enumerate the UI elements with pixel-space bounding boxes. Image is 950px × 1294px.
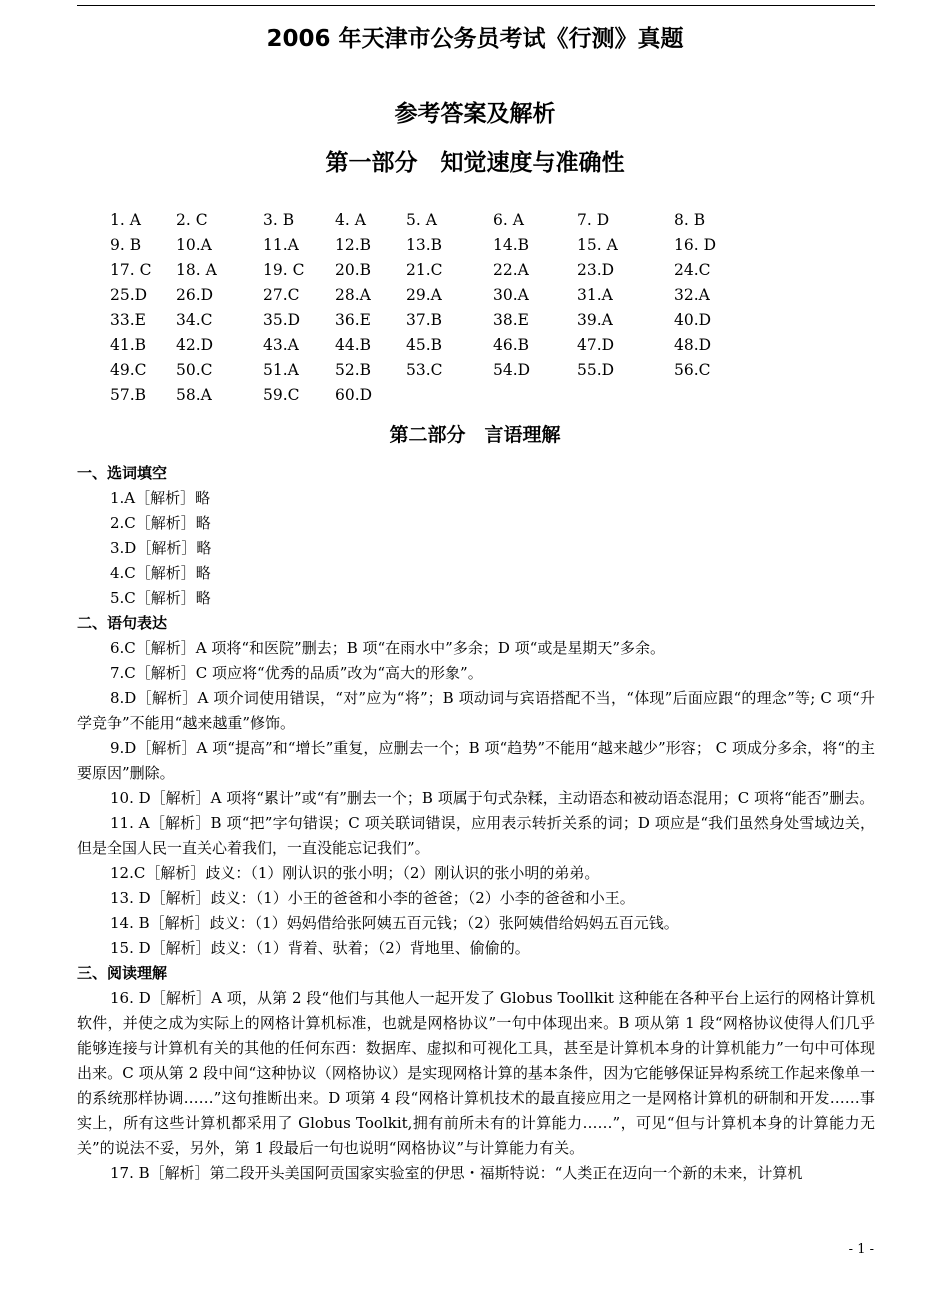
explanation-item: 11. A［解析］B 项“把”字句错误；C 项关联词错误，应用表示转折关系的词；D 项应是“我们虽然身处雪域边关，但是全国人民一直关心着我们，一直没能忘记我们”。 xyxy=(77,814,875,857)
page-number: - 1 - xyxy=(848,1242,874,1257)
answer-item: 14.B xyxy=(493,236,530,254)
answer-item: 51.A xyxy=(263,361,299,379)
subtitle: 参考答案及解析 xyxy=(394,101,556,127)
answer-item: 7. D xyxy=(577,211,610,229)
answer-item: 18. A xyxy=(176,261,217,279)
explanation-item: 15. D［解析］歧义：（1）背着、驮着；（2）背地里、偷偷的。 xyxy=(110,939,530,957)
answer-item: 21.C xyxy=(406,261,443,279)
explanation-item: 3.D［解析］略 xyxy=(110,539,212,557)
explanation-item: 7.C［解析］C 项应将“优秀的品质”改为“高大的形象”。 xyxy=(110,664,483,682)
answer-item: 4. A xyxy=(335,211,366,229)
answer-item: 45.B xyxy=(406,336,443,354)
answer-item: 1. A xyxy=(110,211,141,229)
answer-item: 22.A xyxy=(493,261,529,279)
answer-item: 33.E xyxy=(110,311,146,329)
answer-item: 28.A xyxy=(335,286,371,304)
answer-item: 41.B xyxy=(110,336,147,354)
answer-item: 35.D xyxy=(263,311,301,329)
answer-item: 8. B xyxy=(674,211,706,229)
explanation-item: 12.C［解析］歧义：（1）刚认识的张小明；（2）刚认识的张小明的弟弟。 xyxy=(110,864,600,882)
explanation-item: 2.C［解析］略 xyxy=(110,514,211,532)
explanation-item: 16. D［解析］A 项，从第 2 段“他们与其他人一起开发了 Globus Toollkit 这种能在各种平台上运行的网格计算机软件，并使之成为实际上的网格计算机标准，也就是网格协议”一句中体现出来。B 项从第 1 段“网格协议使得人们几乎能够连接与计算机有关的其他的任何东西：数据库、虚拟和可视化工具，甚至是计算机本身的计算机能力”一句中可体现出来。C 项从第 2 段中间“这种协议（网格协议）是实现网格计算的基本条件，因为它能够保证异构系统工作起来像单一的系统那样协调……”这句推断出来。D 项第 4 段“网格计算机技术的最直接应用之一是网格计算机的研制和开发……事实上，所有这些计算机都采用了 Globus Toolkit,拥有前所未有的计算能力……”，可见“但与计算机本身的计算能力无关”的说法不妥，另外，第 1 段最后一句也说明“网格协议”与计算能力有关。 xyxy=(77,989,875,1157)
part1-heading: 第一部分 知觉速度与准确性 xyxy=(325,150,625,176)
part2-heading: 第二部分 言语理解 xyxy=(389,424,561,446)
answer-item: 10.A xyxy=(176,236,212,254)
answer-item: 46.B xyxy=(493,336,530,354)
answer-item: 43.A xyxy=(263,336,299,354)
answer-item: 52.B xyxy=(335,361,372,379)
answer-item: 2. C xyxy=(176,211,208,229)
answer-item: 37.B xyxy=(406,311,443,329)
answer-item: 55.D xyxy=(577,361,615,379)
answer-item: 42.D xyxy=(176,336,214,354)
answer-item: 3. B xyxy=(263,211,295,229)
explanations xyxy=(77,461,875,1186)
answer-item: 20.B xyxy=(335,261,372,279)
answer-item: 56.C xyxy=(674,361,711,379)
answer-item: 26.D xyxy=(176,286,214,304)
answer-item: 24.C xyxy=(674,261,711,279)
explanation-item: 1.A［解析］略 xyxy=(110,489,211,507)
answer-item: 44.B xyxy=(335,336,372,354)
section-heading: 一、选词填空 xyxy=(77,464,168,482)
explanation-item: 9.D［解析］A 项“提高”和“增长”重复，应删去一个；B 项“趋势”不能用“越来越少”形容； C 项成分多余，将“的主要原因”删除。 xyxy=(77,739,875,782)
answer-item: 25.D xyxy=(110,286,148,304)
answer-item: 15. A xyxy=(577,236,618,254)
answer-item: 53.C xyxy=(406,361,443,379)
answer-item: 32.A xyxy=(674,286,710,304)
answer-item: 39.A xyxy=(577,311,613,329)
answer-item: 38.E xyxy=(493,311,529,329)
answer-item: 40.D xyxy=(674,311,712,329)
top-rule xyxy=(77,5,875,6)
answer-item: 29.A xyxy=(406,286,442,304)
explanation-item: 10. D［解析］A 项将“累计”或“有”删去一个；B 项属于句式杂糅，主动语态和被动语态混用；C 项将“能否”删去。 xyxy=(110,789,875,807)
answer-item: 57.B xyxy=(110,386,147,404)
answer-item: 16. D xyxy=(674,236,717,254)
answer-item: 54.D xyxy=(493,361,531,379)
section-heading: 二、语句表达 xyxy=(77,614,168,632)
answer-item: 58.A xyxy=(176,386,212,404)
answer-item: 36.E xyxy=(335,311,371,329)
explanation-item: 14. B［解析］歧义：（1）妈妈借给张阿姨五百元钱；（2）张阿姨借给妈妈五百元钱。 xyxy=(110,914,679,932)
explanation-item: 17. B［解析］第二段开头美国阿贡国家实验室的伊思・福斯特说：“人类正在迈向一个新的未来，计算机 xyxy=(110,1164,803,1182)
explanation-item: 8.D［解析］A 项介词使用错误，“对”应为“将”；B 项动词与宾语搭配不当，“体现”后面应跟“的理念”等; C 项“升学竞争”不能用“越来越重”修饰。 xyxy=(77,689,875,732)
answer-item: 5. A xyxy=(406,211,437,229)
answer-item: 9. B xyxy=(110,236,142,254)
explanation-item: 13. D［解析］歧义：（1）小王的爸爸和小李的爸爸；（2）小李的爸爸和小王。 xyxy=(110,889,635,907)
explanation-item: 6.C［解析］A 项将“和医院”删去；B 项“在雨水中”多余；D 项“或是星期天”多余。 xyxy=(110,639,665,657)
answer-item: 50.C xyxy=(176,361,213,379)
answer-item: 34.C xyxy=(176,311,213,329)
answer-item: 60.D xyxy=(335,386,373,404)
answer-item: 30.A xyxy=(493,286,529,304)
answer-item: 19. C xyxy=(263,261,305,279)
answer-item: 6. A xyxy=(493,211,524,229)
answer-item: 27.C xyxy=(263,286,300,304)
explanation-item: 4.C［解析］略 xyxy=(110,564,211,582)
answer-item: 17. C xyxy=(110,261,152,279)
answer-item: 11.A xyxy=(263,236,299,254)
answer-item: 12.B xyxy=(335,236,372,254)
answer-item: 47.D xyxy=(577,336,615,354)
page-title: 2006 年天津市公务员考试《行测》真题 xyxy=(266,26,684,52)
answer-item: 59.C xyxy=(263,386,300,404)
answer-item: 23.D xyxy=(577,261,615,279)
answer-item: 48.D xyxy=(674,336,712,354)
answer-item: 13.B xyxy=(406,236,443,254)
explanation-item: 5.C［解析］略 xyxy=(110,589,211,607)
answer-item: 49.C xyxy=(110,361,147,379)
answer-item: 31.A xyxy=(577,286,613,304)
section-heading: 三、阅读理解 xyxy=(77,964,168,982)
